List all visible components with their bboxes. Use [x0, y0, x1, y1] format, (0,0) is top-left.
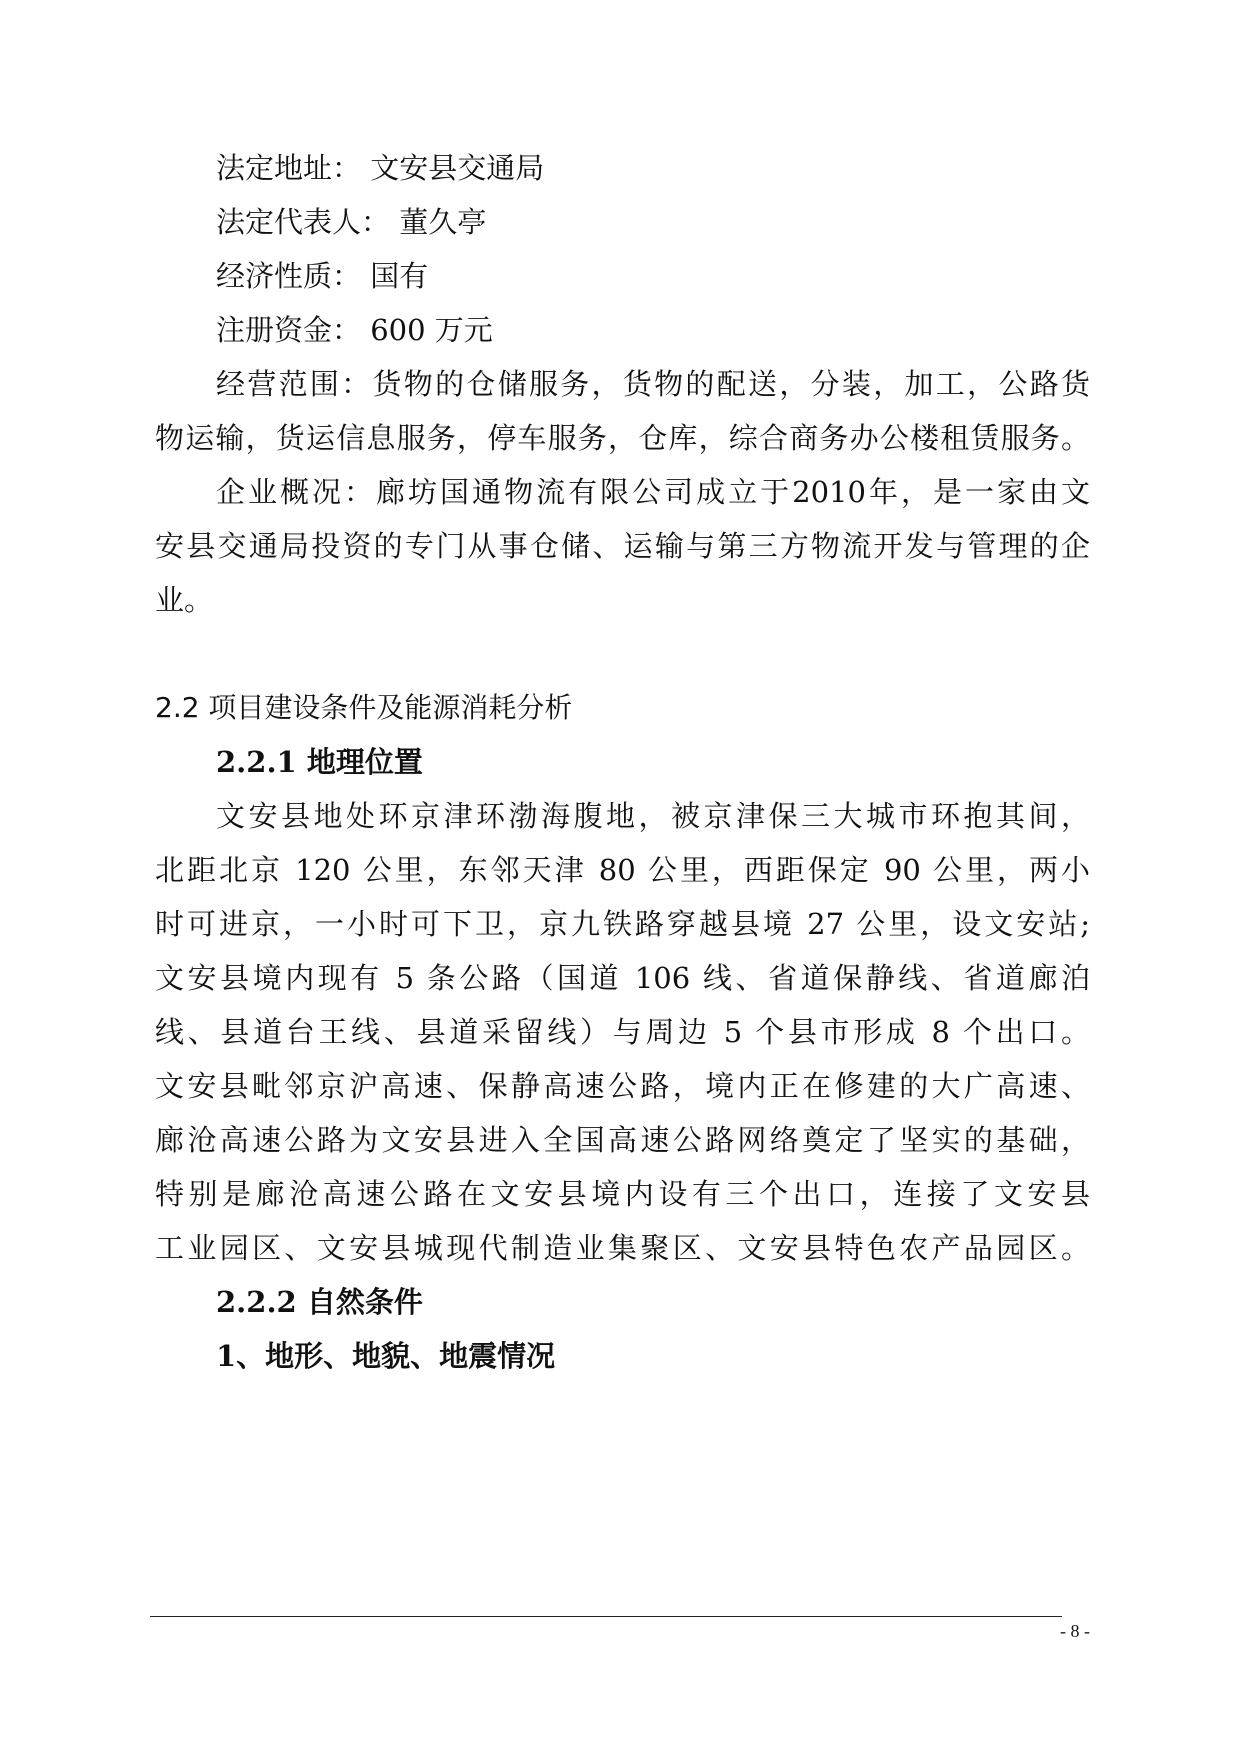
subheading-terrain: 1、地形、地貌、地震情况 [216, 1339, 556, 1373]
location-paragraph-line: 北距北京 120 公里，东邻天津 80 公里，西距保定 90 公里，两小 [155, 853, 1090, 887]
overview-line-2: 安县交通局投资的专门从事仓储、运输与第三方物流开发与管理的企 [155, 529, 1090, 563]
location-paragraph-line: 文安县地处环京津环渤海腹地，被京津保三大城市环抱其间， [216, 799, 1090, 833]
location-paragraph-line: 时可进京，一小时可下卫，京九铁路穿越县境 27 公里，设文安站; [155, 907, 1090, 941]
page-number: - 8 - [1060, 1621, 1090, 1641]
location-paragraph-line: 文安县毗邻京沪高速、保静高速公路，境内正在修建的大广高速、 [155, 1069, 1090, 1103]
location-paragraph-line: 特别是廊沧高速公路在文安县境内设有三个出口，连接了文安县 [155, 1177, 1090, 1211]
location-paragraph-line: 文安县境内现有 5 条公路（国道 106 线、省道保静线、省道廊泊 [155, 961, 1090, 995]
economic-nature-line: 经济性质： 国有 [216, 259, 429, 293]
registered-capital-line: 注册资金： 600 万元 [216, 313, 493, 347]
section-heading-2-2-2: 2.2.2 自然条件 [216, 1285, 423, 1319]
section-heading-2-2-1: 2.2.1 地理位置 [216, 745, 423, 779]
legal-representative-line: 法定代表人： 董久亭 [216, 205, 487, 239]
overview-line-3: 业。 [155, 583, 214, 617]
address-line: 法定地址： 文安县交通局 [216, 151, 545, 185]
business-scope-line-1: 经营范围：货物的仓储服务，货物的配送，分装，加工，公路货 [216, 367, 1090, 401]
business-scope-line-2: 物运输，货运信息服务，停车服务，仓库，综合商务办公楼租赁服务。 [155, 421, 1090, 455]
location-paragraph-line: 工业园区、文安县城现代制造业集聚区、文安县特色农产品园区。 [155, 1231, 1090, 1265]
overview-line-1: 企业概况：廊坊国通物流有限公司成立于2010年，是一家由文 [216, 475, 1090, 509]
footer-divider [150, 1616, 1062, 1617]
location-paragraph-line: 廊沧高速公路为文安县进入全国高速公路网络奠定了坚实的基础， [155, 1123, 1090, 1157]
location-paragraph-line: 线、县道台王线、县道采留线）与周边 5 个县市形成 8 个出口。 [155, 1015, 1090, 1049]
section-heading-2-2: 2.2 项目建设条件及能源消耗分析 [155, 691, 573, 724]
